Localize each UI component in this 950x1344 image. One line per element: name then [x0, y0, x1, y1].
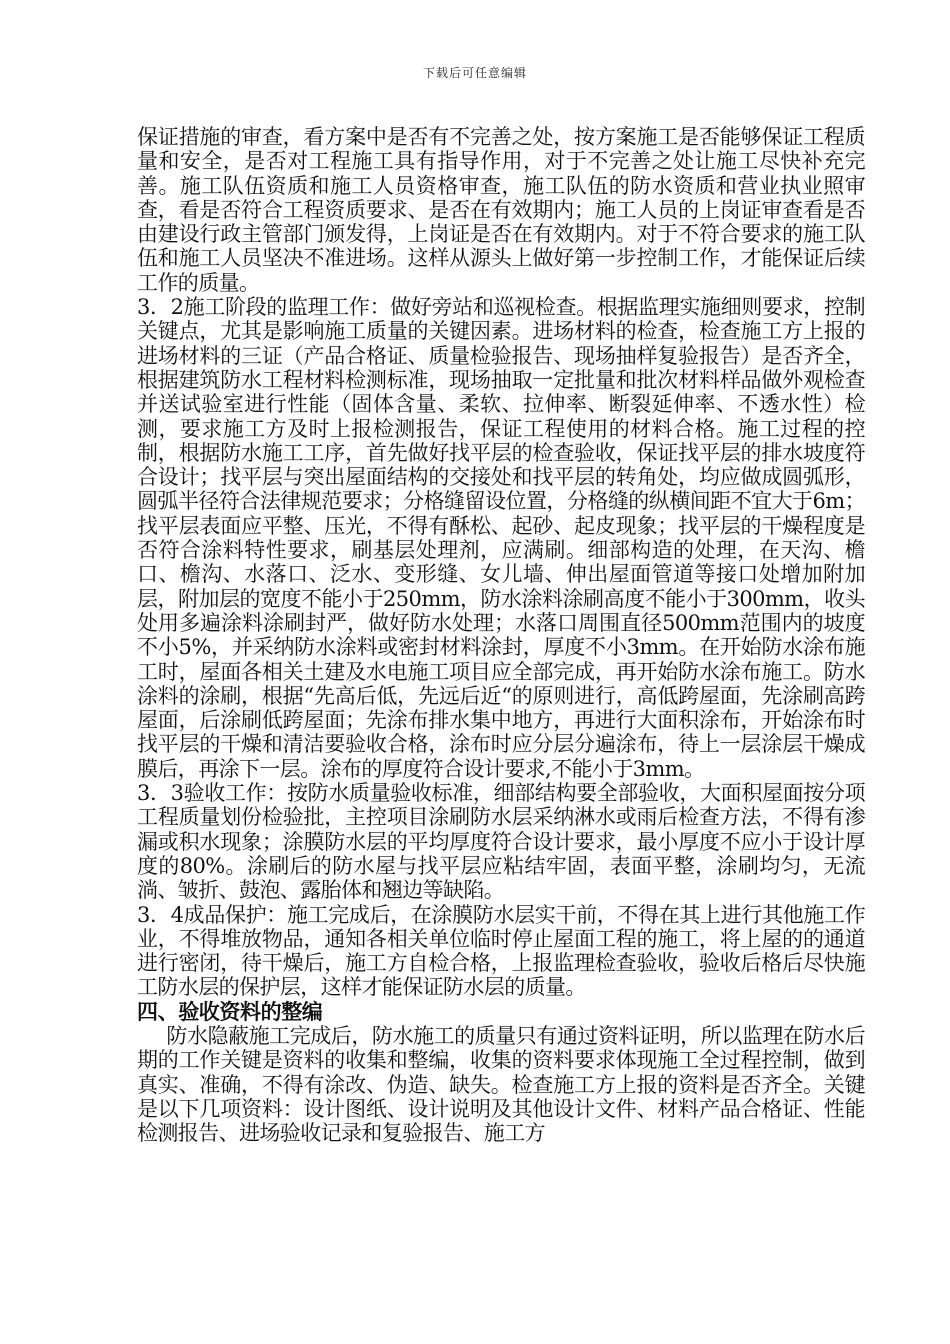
section-heading-acceptance-data: 四、验收资料的整编 — [137, 998, 323, 1024]
document-body — [137, 125, 865, 1145]
page-header-note: 下载后可任意编辑 — [422, 66, 527, 80]
paragraph-measures-review: 保证措施的审查，看方案中是否有不完善之处，按方案施工是否能够保证工程质量和安全，是否对工程施工具有指导作用，对于不完善之处让施工尽快补充完善。施工队伍资质和施工人员资格审查，施工队伍的防水资质和营业执业照审查，看是否符合工程资质要求、是否在有效期内；施工人员的上岗证审查看是否由建设行政主管部门颁发得，上岗证是否在有效期内。对于不符合要求的施工队伍和施工人员坚决不准进场。这样从源头上做好第一步控制工作，才能保证后续工作的质量。 — [137, 125, 865, 295]
paragraph-product-protection: 3．4成品保护：施工完成后，在涂膜防水层实干前，不得在其上进行其他施工作业，不得堆放物品，通知各相关单位临时停止屋面工程的施工，将上屋的的通道进行密闭，待干燥后，施工方自检合格，上报监理检查验收，验收后格后尽快施工防水层的保护层，这样才能保证防水层的质量。 — [137, 902, 865, 1000]
paragraph-acceptance-data: 防水隐蔽施工完成后，防水施工的质量只有通过资料证明，所以监理在防水后期的工作关键是资料的收集和整编，收集的资料要求体现施工全过程控制，做到真实、准确，不得有涂改、伪造、缺失。检查施工方上报的资料是否齐全。关键是以下几项资料：设计图纸、设计说明及其他设计文件、材料产品合格证、性能检测报告、进场验收记录和复验报告、施工方 — [137, 1023, 865, 1146]
paragraph-construction-supervision: 3．2施工阶段的监理工作：做好旁站和巡视检查。根据监理实施细则要求，控制关键点，尤其是影响施工质量的关键因素。进场材料的检查，检查施工方上报的进场材料的三证（产品合格证、质量检验报告、现场抽样复验报告）是否齐全，根据建筑防水工程材料检测标准，现场抽取一定批量和批次材料样品做外观检查并送试验室进行性能（固体含量、柔软、拉伸率、断裂延伸率、不透水性）检测，要求施工方及时上报检测报告，保证工程使用的材料合格。施工过程的控制，根据防水施工工序，首先做好找平层的检查验收，保证找平层的排水坡度符合设计；找平层与突出屋面结构的交接处和找平层的转角处，均应做成圆弧形，圆弧半径符合法律规范要求；分格缝留设位置，分格缝的纵横间距不宜大于6m；找平层表面应平整、压光，不得有酥松、起砂、起皮现象；找平层的干燥程度是否符合涂料特性要求，刷基层处理剂，应满刷。细部构造的处理，在天沟、檐口、檐沟、水落口、泛水、变形缝、女儿墙、伸出屋面管道等接口处增加附加层，附加层的宽度不能小于250mm，防水涂料涂刷高度不能小于300mm，收头处用多遍涂料涂刷封严，做好防水处理；水落口周围直径500mm范围内的坡度不小5%，并采纳防水涂料或密封材料涂封，厚度不小3mm。在开始防水涂布施工时，屋面各相关土建及水电施工项目应全部完成，再开始防水涂布施工。防水涂料的涂刷，根据“先高后低，先远后近“的原则进行，高低跨屋面，先涂刷高跨屋面，后涂刷低跨屋面；先涂布排水集中地方，再进行大面积涂布，开始涂布时找平层的干燥和清洁要验收合格，涂布时应分层分遍涂布，待上一层涂层干燥成膜后，再涂下一层。涂布的厚度符合设计要求,不能小于3mm。 — [137, 295, 865, 781]
paragraph-acceptance-work: 3．3验收工作：按防水质量验收标准，细部结构要全部验收，大面积屋面按分项工程质量划份检验批，主控项目涂刷防水层采纳淋水或雨后检查方法，不得有渗漏或积水现象；涂膜防水层的平均厚度符合设计要求，最小厚度不应小于设计厚度的80%。涂刷后的防水屋与找平层应粘结牢固，表面平整，涂刷均匀，无流淌、皱折、鼓泡、露胎体和翘边等缺陷。 — [137, 781, 865, 903]
